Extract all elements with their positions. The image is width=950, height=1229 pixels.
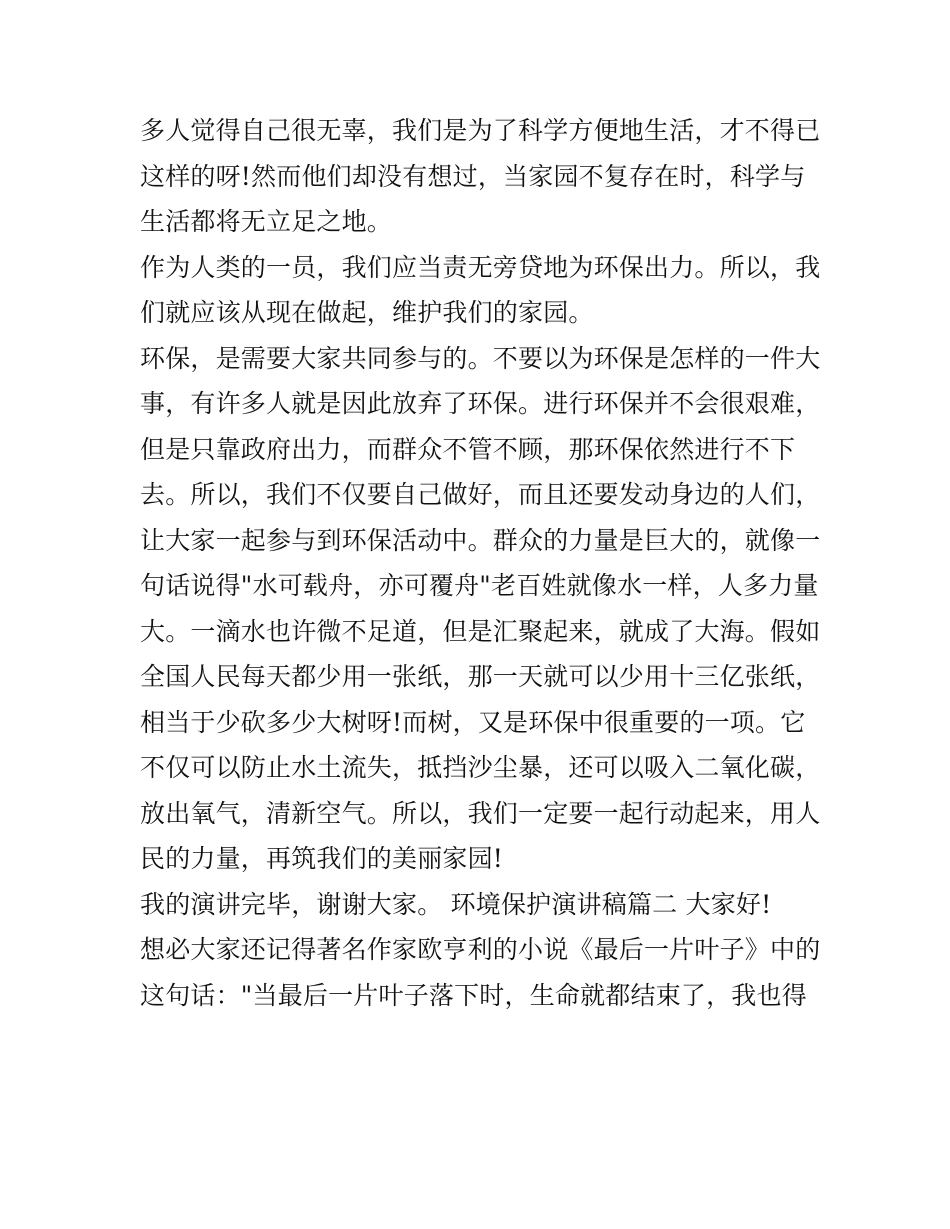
text-line: 事，有许多人就是因此放弃了环保。进行环保并不会很艰难， (140, 389, 821, 418)
text-line: 这样的呀!然而他们却没有想过，当家园不复存在时，科学与 (140, 161, 806, 191)
text-line: 环保，是需要大家共同参与的。不要以为环保是怎样的一件大 (140, 343, 821, 373)
text-line: 让大家一起参与到环保活动中。群众的力量是巨大的，就像一 (140, 525, 821, 555)
text-line: 这句话："当最后一片叶子落下时，生命就都结束了，我也得 (140, 980, 807, 1010)
text-line: 大。一滴水也许微不足道，但是汇聚起来，就成了大海。假如 (140, 616, 821, 646)
text-line: 生活都将无立足之地。 (140, 207, 393, 236)
text-line: 放出氧气，清新空气。所以，我们一定要一起行动起来，用人 (140, 798, 821, 828)
text-line: 想必大家还记得著名作家欧亨利的小说《最后一片叶子》中的 (140, 935, 821, 964)
text-line: 去。所以，我们不仅要自己做好，而且还要发动身边的人们， (140, 480, 821, 509)
text-line: 但是只靠政府出力，而群众不管不顾，那环保依然进行不下 (140, 434, 796, 464)
text-line: 民的力量，再筑我们的美丽家园! (140, 844, 504, 873)
text-line: 相当于少砍多少大树呀!而树，又是环保中很重要的一项。它 (140, 707, 806, 737)
text-line: 全国人民每天都少用一张纸，那一天就可以少用十三亿张纸， (140, 662, 821, 691)
body-text (140, 108, 830, 1018)
text-line: 作为人类的一员，我们应当责无旁贷地为环保出力。所以，我 (140, 252, 821, 282)
text-line: 句话说得"水可载舟，亦可覆舟"老百姓就像水一样，人多力量 (140, 571, 819, 600)
text-line: 多人觉得自己很无辜，我们是为了科学方便地生活，才不得已 (140, 116, 821, 145)
text-line: 我的演讲完毕，谢谢大家。 环境保护演讲稿篇二 大家好! (140, 889, 772, 919)
text-line: 们就应该从现在做起，维护我们的家园。 (140, 298, 594, 327)
text-line: 不仅可以防止水土流失，抵挡沙尘暴，还可以吸入二氧化碳， (140, 753, 821, 782)
